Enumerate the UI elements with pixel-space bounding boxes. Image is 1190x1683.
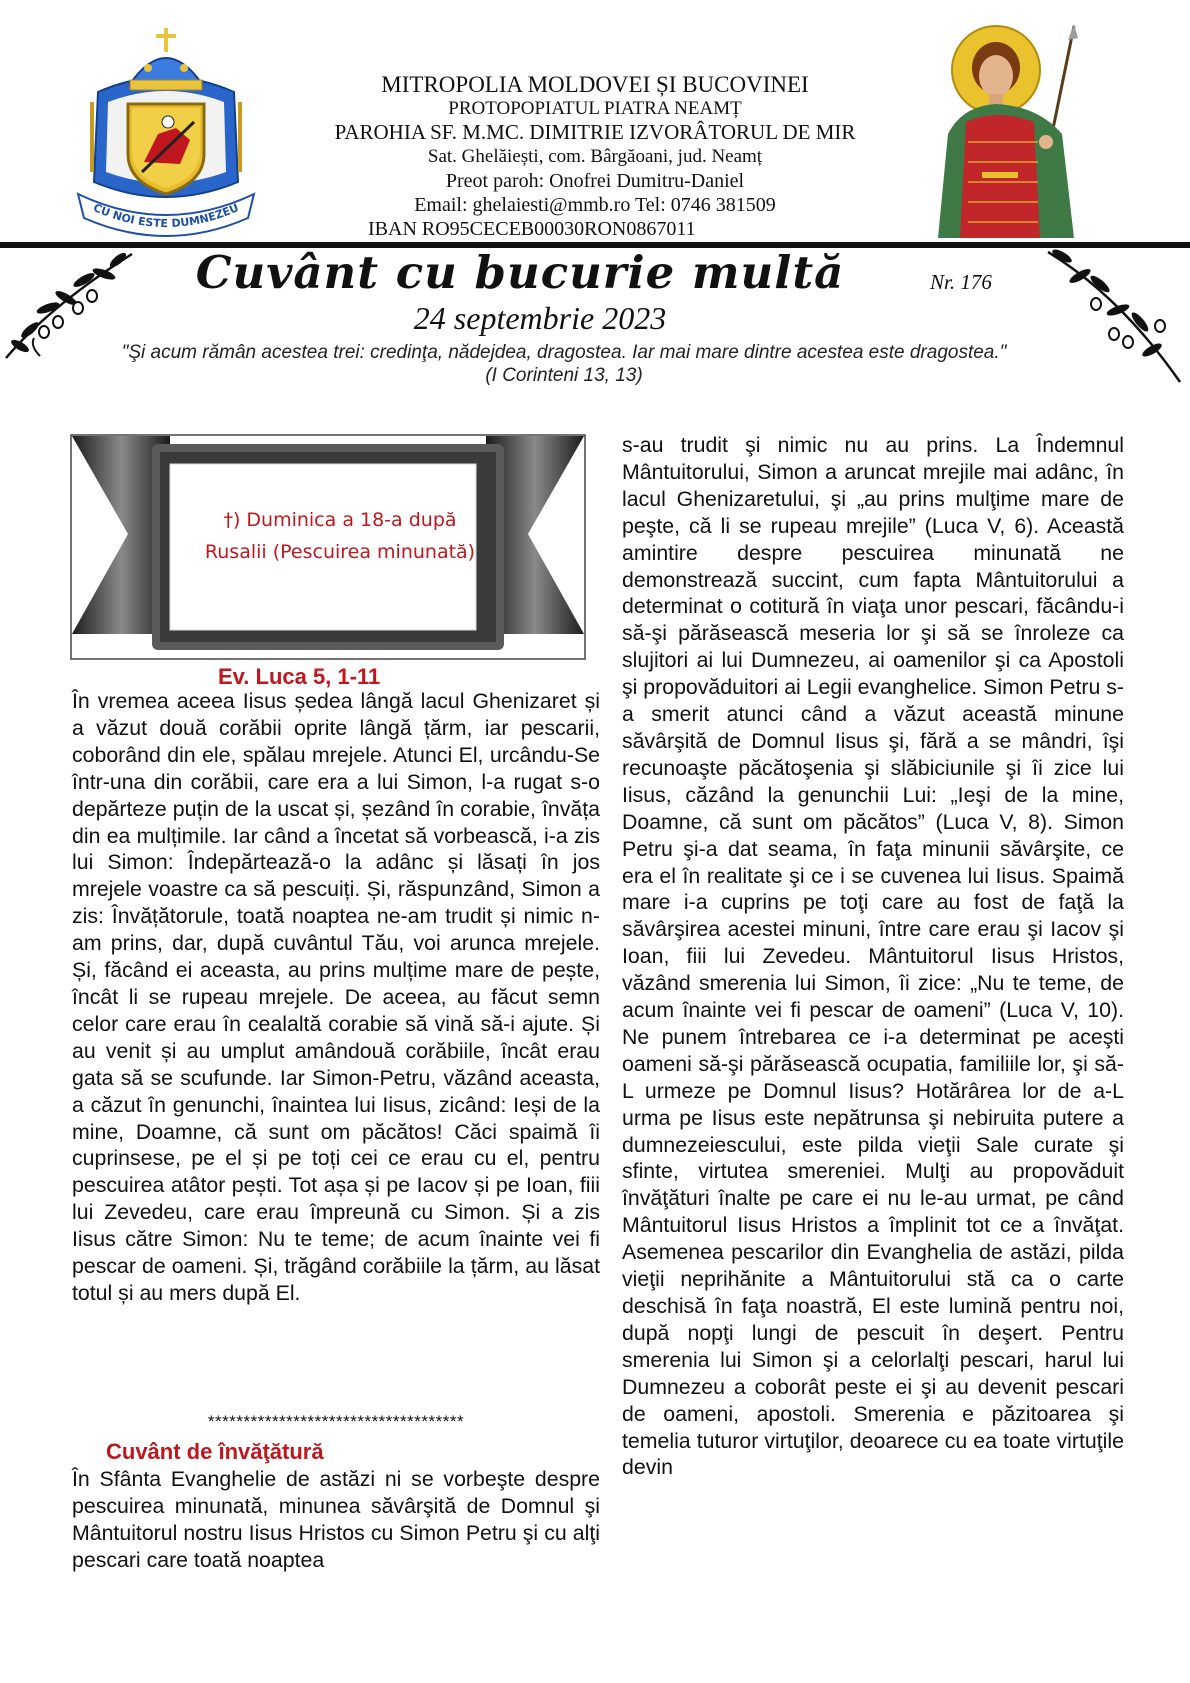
issue-number: Nr. 176	[930, 270, 992, 294]
gospel-paragraph: În vremea aceea Iisus ședea lângă lacul Ghenizaret și a văzut două corăbii oprite lângă țărm, iar pescarii, coborând din ele, spălau mrejele. Atunci El, urcându-Se într-una din corăbii, care era a lui Simon, l-a rugat s-o depărteze puțin de la uscat și, șezând în corabie, învăța din ea mulțimile. Iar când a încetat să vorbească, i-a zis lui Simon: Îndepărtează-o la adânc și lăsați în jos mrejele voastre ca să pescuiți. Și, răspunzând, Simon a zis: Învățătorule, toată noaptea ne-am trudit și nimic n-am prins, dar, după cuvântul Tău, voi arunca mrejele. Și, făcând ei aceasta, au prins mulțime mare de pește, încât li se rupeau mrejele. De aceea, au făcut semn celor care erau în cealaltă corabie să vină să-i ajute. Și au venit și au umplut amândouă corăbiile, încât erau gata să se scufunde. Iar Simon-Petru, văzând aceasta, a căzut în genunchi, înaintea lui Iisus, zicând: Ieși de la mine, Doamne, că sunt om păcătos! Căci spaimă îi cuprinsese, pe el și pe toți cei ce erau cu el, pentru pescuirea atâtor pești. Tot așa și pe Iacov și pe Ioan, fiii lui Zevedeu, care erau împreună cu Simon. Și a zis Iisus către Simon: Nu te teme; de acum înainte vei fi pescar de oameni. Și, trăgând corăbiile la țărm, au lăsat totul și au mers după El.	[72, 689, 600, 1305]
teaching-title: Cuvânt de învăţătură	[106, 1439, 324, 1464]
issue-date: 24 septembrie 2023	[413, 300, 667, 336]
newsletter-title: Cuvânt cu bucurie multă	[195, 246, 845, 299]
coat-of-arms-logo	[68, 22, 264, 240]
teaching-paragraph-left: În Sfânta Evanghelie de astăzi ni se vorbeşte despre pescuirea minunată, minunea săvârşită de Domnul şi Mântuitorul nostru Iisus Hristos cu Simon Petru şi cu alţi pescari care toată noaptea	[72, 1467, 600, 1572]
header-address: Sat. Ghelăiești, com. Bârgăoani, jud. Neamț	[427, 146, 763, 167]
coat-of-arms-ribbon-text: CU NOI ESTE DUMNEZEU	[91, 201, 241, 231]
sunday-banner-text	[180, 504, 500, 568]
sunday-banner-line1: †) Duminica a 18-a după	[223, 509, 457, 531]
header-protopopiat: PROTOPOPIATUL PIATRA NEAMȚ	[448, 98, 742, 119]
header-parish: PAROHIA SF. M.MC. DIMITRIE IZVORÂTORUL DE MIR	[334, 120, 856, 144]
header-metropolis: MITROPOLIA MOLDOVEI ȘI BUCOVINEI	[381, 72, 809, 97]
teaching-text-left	[72, 1466, 600, 1574]
olive-branch-right-icon	[1040, 246, 1190, 386]
saint-dimitrie-icon	[938, 22, 1088, 238]
teaching-text-right	[622, 432, 1124, 1481]
gospel-reference: Ev. Luca 5, 1-11	[218, 664, 381, 689]
teaching-paragraph-right: s-au trudit şi nimic nu au prins. La Îndemnul Mântuitorului, Simon a aruncat mrejile mai adânc, în lacul Ghenizaretului, şi „au prins mulţime mare de peşte, că li se rupeau mrejile” (Luca V, 6). Această amintire despre pescuirea minunată ne demonstrează succint, cum fapta Mântuitorului a determinat o cotitură în viaţa unor pescari, făcându-i să-şi părăsească meseria lor şi să se înroleze ca slujitori ai lui Dumnezeu, ai oamenilor şi ca Apostoli şi propovăduitori ai Legii evanghelice. Simon Petru s-a smerit atunci când a văzut această minune săvârşită de Domnul Iisus şi, fără a se mândri, îşi recunoaşte păcătoşenia şi slăbiciunile şi îi zice lui Iisus, căzând la genunchii Lui: „Ieşi de la mine, Doamne, că sunt om păcătos” (Luca V, 8). Simon Petru şi-a dat seama, în faţa minunii săvârşite, ce era el în realitate şi ce i se cuvenea lui Iisus. Spaimă mare i-a cuprins pe toţi care au fost de faţă la săvârşirea acestei minuni, între care erau şi Iacov şi Ioan, fiii lui Zevedeu. Mântuitorul Iisus Hristos, văzând smerenia lui Simon, îi zice: „Nu te teme, de acum înainte vei fi pescar de oameni” (Luca V, 10). Ne punem întrebarea ce i-a determinat pe aceşti oameni să-şi părăsească ocupatia, familiile lor, şi să-L urmeze pe Domnul Iisus? Hotărârea lor de a-L urma pe Iisus este nepătrunsa şi nebiruita putere a dumnezeiescului, este pilda vieţii Sale curate şi sfinte, virtutea smereniei. Mulţi au propovăduit învăţături înalte pe care ei nu le-au urmat, pe când Mântuitorul Iisus Hristos a împlinit tot ce a învăţat. Asemenea pescarilor din Evanghelia de astăzi, pilda vieţii neprihănite a Mântuitorului stă ca o carte deschisă în faţa noastră, El este lumină pentru noi, după nopţi lungi de pescuit în deşert. Pentru smerenia lui Simon şi a celorlalţi pescari, harul lui Dumnezeu a coborât peste ei şi au devenit pescari de oameni, apostoli. Smerenia e păzitoarea şi temelia tuturor virtuţilor, deoarece cu ea toate virtuţile devin	[622, 433, 1124, 1480]
header-iban: IBAN RO95CECEB00030RON0867011	[368, 218, 696, 240]
sunday-banner-line2: Rusalii (Pescuirea minunată)	[204, 541, 476, 563]
header-priest: Preot paroh: Onofrei Dumitru-Daniel	[445, 170, 745, 192]
header-contact: Email: ghelaiesti@mmb.ro Tel: 0746 381509	[414, 194, 776, 216]
motto-quote: "Şi acum rămân acestea trei: credinţa, nădejdea, dragostea. Iar mai mare dintre acestea este dragostea." (I Corinteni 13, 13)	[121, 342, 1007, 386]
section-separator: ************************************	[207, 1412, 465, 1431]
gospel-text	[72, 688, 600, 1307]
